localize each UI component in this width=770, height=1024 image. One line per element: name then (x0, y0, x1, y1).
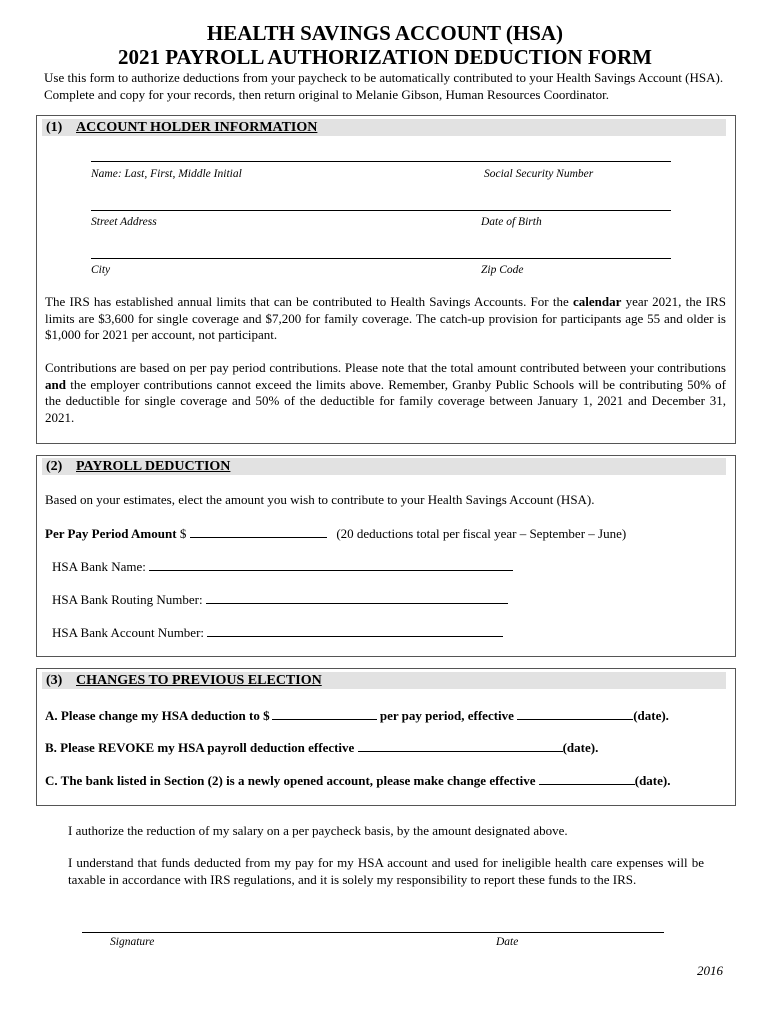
revoke-deduction-row: B. Please REVOKE my HSA payroll deduction effective (date). (45, 740, 599, 755)
dob-label: Date of Birth (481, 216, 542, 228)
irs-limits-paragraph: The IRS has established annual limits that can be contributed to Health Savings Accounts. For the calendar year 2021, the IRS limits are $3,600 for single coverage and $7,200 for family coverage. The catch-up provision for participants age 55 and older is $1,000 for 2021 per account, not participant. (45, 294, 726, 342)
signature-label: Signature (110, 936, 155, 948)
section2-title: PAYROLL DEDUCTION (76, 459, 231, 474)
account-row (52, 624, 503, 641)
understand-statement: I understand that funds deducted from my pay for my HSA account and used for ineligible health care expenses will be taxable in accordance with IRS regulations, and it is solely my responsibility to report these funds to the IRS. (68, 855, 704, 887)
per-pay-amount-field[interactable] (190, 525, 327, 538)
change-deduction-row: A. Please change my HSA deduction to $ per pay period, effective (date). (45, 708, 669, 723)
intro-text: Use this form to authorize deductions from your paycheck to be automatically contributed to your Health Savings Account (HSA). Complete and copy for your records, then return original to Melanie Gibson, Human Resources Coordinator. (44, 70, 724, 102)
footer-year: 2016 (697, 963, 723, 978)
new-bank-effective-date-field[interactable] (539, 772, 635, 785)
account-number-field[interactable] (207, 624, 503, 637)
section2-instruction: Based on your estimates, elect the amount you wish to contribute to your Health Savings Account (HSA). (45, 492, 595, 507)
form-title-line1: HEALTH SAVINGS ACCOUNT (HSA) (206, 21, 564, 45)
routing-label: HSA Bank Routing Number: (52, 592, 203, 607)
city-zip-line[interactable] (91, 258, 671, 259)
revoke-effective-date-field[interactable] (358, 739, 563, 752)
street-label: Street Address (91, 216, 157, 228)
section3-header (42, 672, 726, 689)
section1-number: (1) (46, 120, 63, 135)
account-label: HSA Bank Account Number: (52, 625, 205, 640)
name-ssn-line[interactable] (91, 161, 671, 162)
name-label: Name: Last, First, Middle Initial (91, 168, 242, 180)
bank-name-field[interactable] (149, 558, 513, 571)
signature-date-line[interactable] (82, 932, 664, 933)
street-dob-line[interactable] (91, 210, 671, 211)
currency-symbol: $ (179, 526, 187, 541)
date-label: Date (496, 936, 519, 948)
authorize-statement: I authorize the reduction of my salary on a per paycheck basis, by the amount designated above. (68, 823, 568, 838)
section1-header (42, 119, 726, 136)
bank-name-row (52, 558, 513, 575)
per-pay-label: Per Pay Period Amount (45, 526, 177, 541)
section3-number: (3) (46, 673, 63, 688)
form-title-line2: 2021 PAYROLL AUTHORIZATION DEDUCTION FORM (117, 45, 652, 69)
section2-header (42, 458, 726, 475)
change-effective-date-field[interactable] (517, 707, 633, 720)
new-bank-row: C. The bank listed in Section (2) is a newly opened account, please make change effective (date). (45, 773, 671, 788)
bank-name-label: HSA Bank Name: (52, 559, 146, 574)
per-pay-period-row (45, 525, 626, 542)
routing-number-field[interactable] (206, 591, 508, 604)
section2-number: (2) (46, 459, 63, 474)
routing-row (52, 591, 508, 608)
per-pay-note: (20 deductions total per fiscal year – September – June) (336, 526, 627, 541)
new-deduction-amount-field[interactable] (272, 707, 377, 720)
zip-label: Zip Code (481, 264, 524, 276)
contribution-paragraph: Contributions are based on per pay period contributions. Please note that the total amount contributed between your contributions and the employer contributions cannot exceed the limits above. Remember, Granby Public Schools will be contributing 50% of the deductible for single coverage and 50% of the deductible for family coverage between January 1, 2021 and December 31, 2021. (45, 360, 726, 425)
city-label: City (91, 264, 111, 276)
ssn-label: Social Security Number (484, 168, 594, 180)
section1-title: ACCOUNT HOLDER INFORMATION (76, 120, 318, 135)
section3-title: CHANGES TO PREVIOUS ELECTION (76, 673, 322, 688)
